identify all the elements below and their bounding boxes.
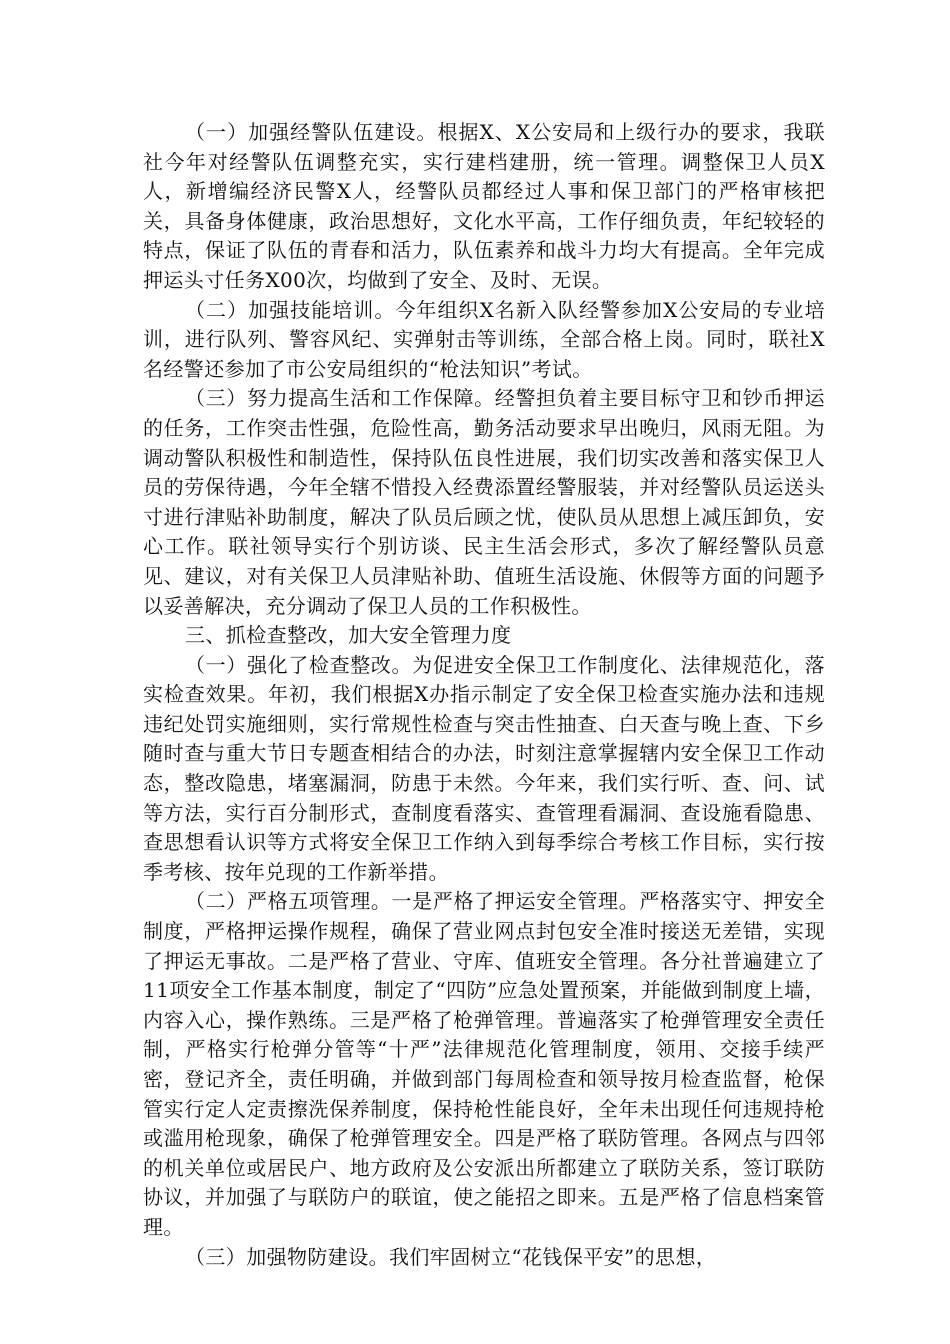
- document-body: [143, 118, 825, 1272]
- paragraph-inspection-rectification: （一）强化了检查整改。为促进安全保卫工作制度化、法律规范化，落实检查效果。年初，我们根据X办指示制定了安全保卫检查实施办法和违规违纪处罚实施细则，实行常规性检查与突击性抽查、白天查与晚上查、下乡随时查与重大节日专题查相结合的办法，时刻注意掌握辖内安全保卫工作动态，整改隐患，堵塞漏洞，防患于未然。今年来，我们实行听、查、问、试等方法，实行百分制形式，查制度看落实、查管理看漏洞、查设施看隐患、查思想看认识等方式将安全保卫工作纳入到每季综合考核工作目标，实行按季考核、按年兑现的工作新举措。: [143, 652, 825, 884]
- paragraph-physical-defense: （三）加强物防建设。我们牢固树立“花钱保平安”的思想，: [185, 1244, 717, 1269]
- paragraph-living-support: （三）努力提高生活和工作保障。经警担负着主要目标守卫和钞币押运的任务，工作突击性强，危险性高，勤务活动要求早出晚归，风雨无阻。为调动警队积极性和制造性，保持队伍良性进展，我们切实改善和落实保卫人员的劳保待遇，今年全辖不惜投入经费添置经警服装，并对经警队员运送头寸进行津贴补助制度，解决了队员后顾之忧，使队员从思想上减压卸负，安心工作。联社领导实行个别访谈、民主生活会形式，多次了解经警队员意见、建议，对有关保卫人员津贴补助、值班生活设施、休假等方面的问题予以妥善解决，充分调动了保卫人员的工作积极性。: [143, 386, 825, 618]
- paragraph-skills-training: （二）加强技能培训。今年组织X名新入队经警参加X公安局的专业培训，进行队列、警容风纪、实弹射击等训练，全部合格上岗。同时，联社X名经警还参加了市公安局组织的“枪法知识”考试。: [143, 297, 825, 381]
- paragraph-team-building: （一）加强经警队伍建设。根据X、X公安局和上级行办的要求，我联社今年对经警队伍调整充实，实行建档建册，统一管理。调整保卫人员X人，新增编经济民警X人，经警队员都经过人事和保卫部门的严格审核把关，具备身体健康，政治思想好，文化水平高，工作仔细负责，年纪较轻的特点，保证了队伍的青春和活力，队伍素养和战斗力均大有提高。全年完成押运头寸任务X00次，均做到了安全、及时、无误。: [143, 120, 825, 292]
- paragraph-five-managements: （二）严格五项管理。一是严格了押运安全管理。严格落实守、押安全制度，严格押运操作规程，确保了营业网点封包安全准时接送无差错，实现了押运无事故。二是严格了营业、守库、值班安全管理。各分社普遍建立了11项安全工作基本制度，制定了“四防”应急处置预案，并能做到制度上墙，内容入心，操作熟练。三是严格了枪弹管理。普遍落实了枪弹管理安全责任制，严格实行枪弹分管等“十严”法律规范化管理制度，领用、交接手续严密，登记齐全，责任明确，并做到部门每周检查和领导按月检查监督，枪保管实行定人定责擦洗保养制度，保持枪性能良好，全年未出现任何违规持枪或滥用枪现象，确保了枪弹管理安全。四是严格了联防管理。各网点与四邻的机关单位或居民户、地方政府及公安派出所都建立了联防关系，签订联防协议，并加强了与联防户的联谊，使之能招之即来。五是严格了信息档案管理。: [143, 889, 825, 1239]
- section-heading-inspection: 三、抓检查整改，加大安全管理力度: [185, 623, 512, 648]
